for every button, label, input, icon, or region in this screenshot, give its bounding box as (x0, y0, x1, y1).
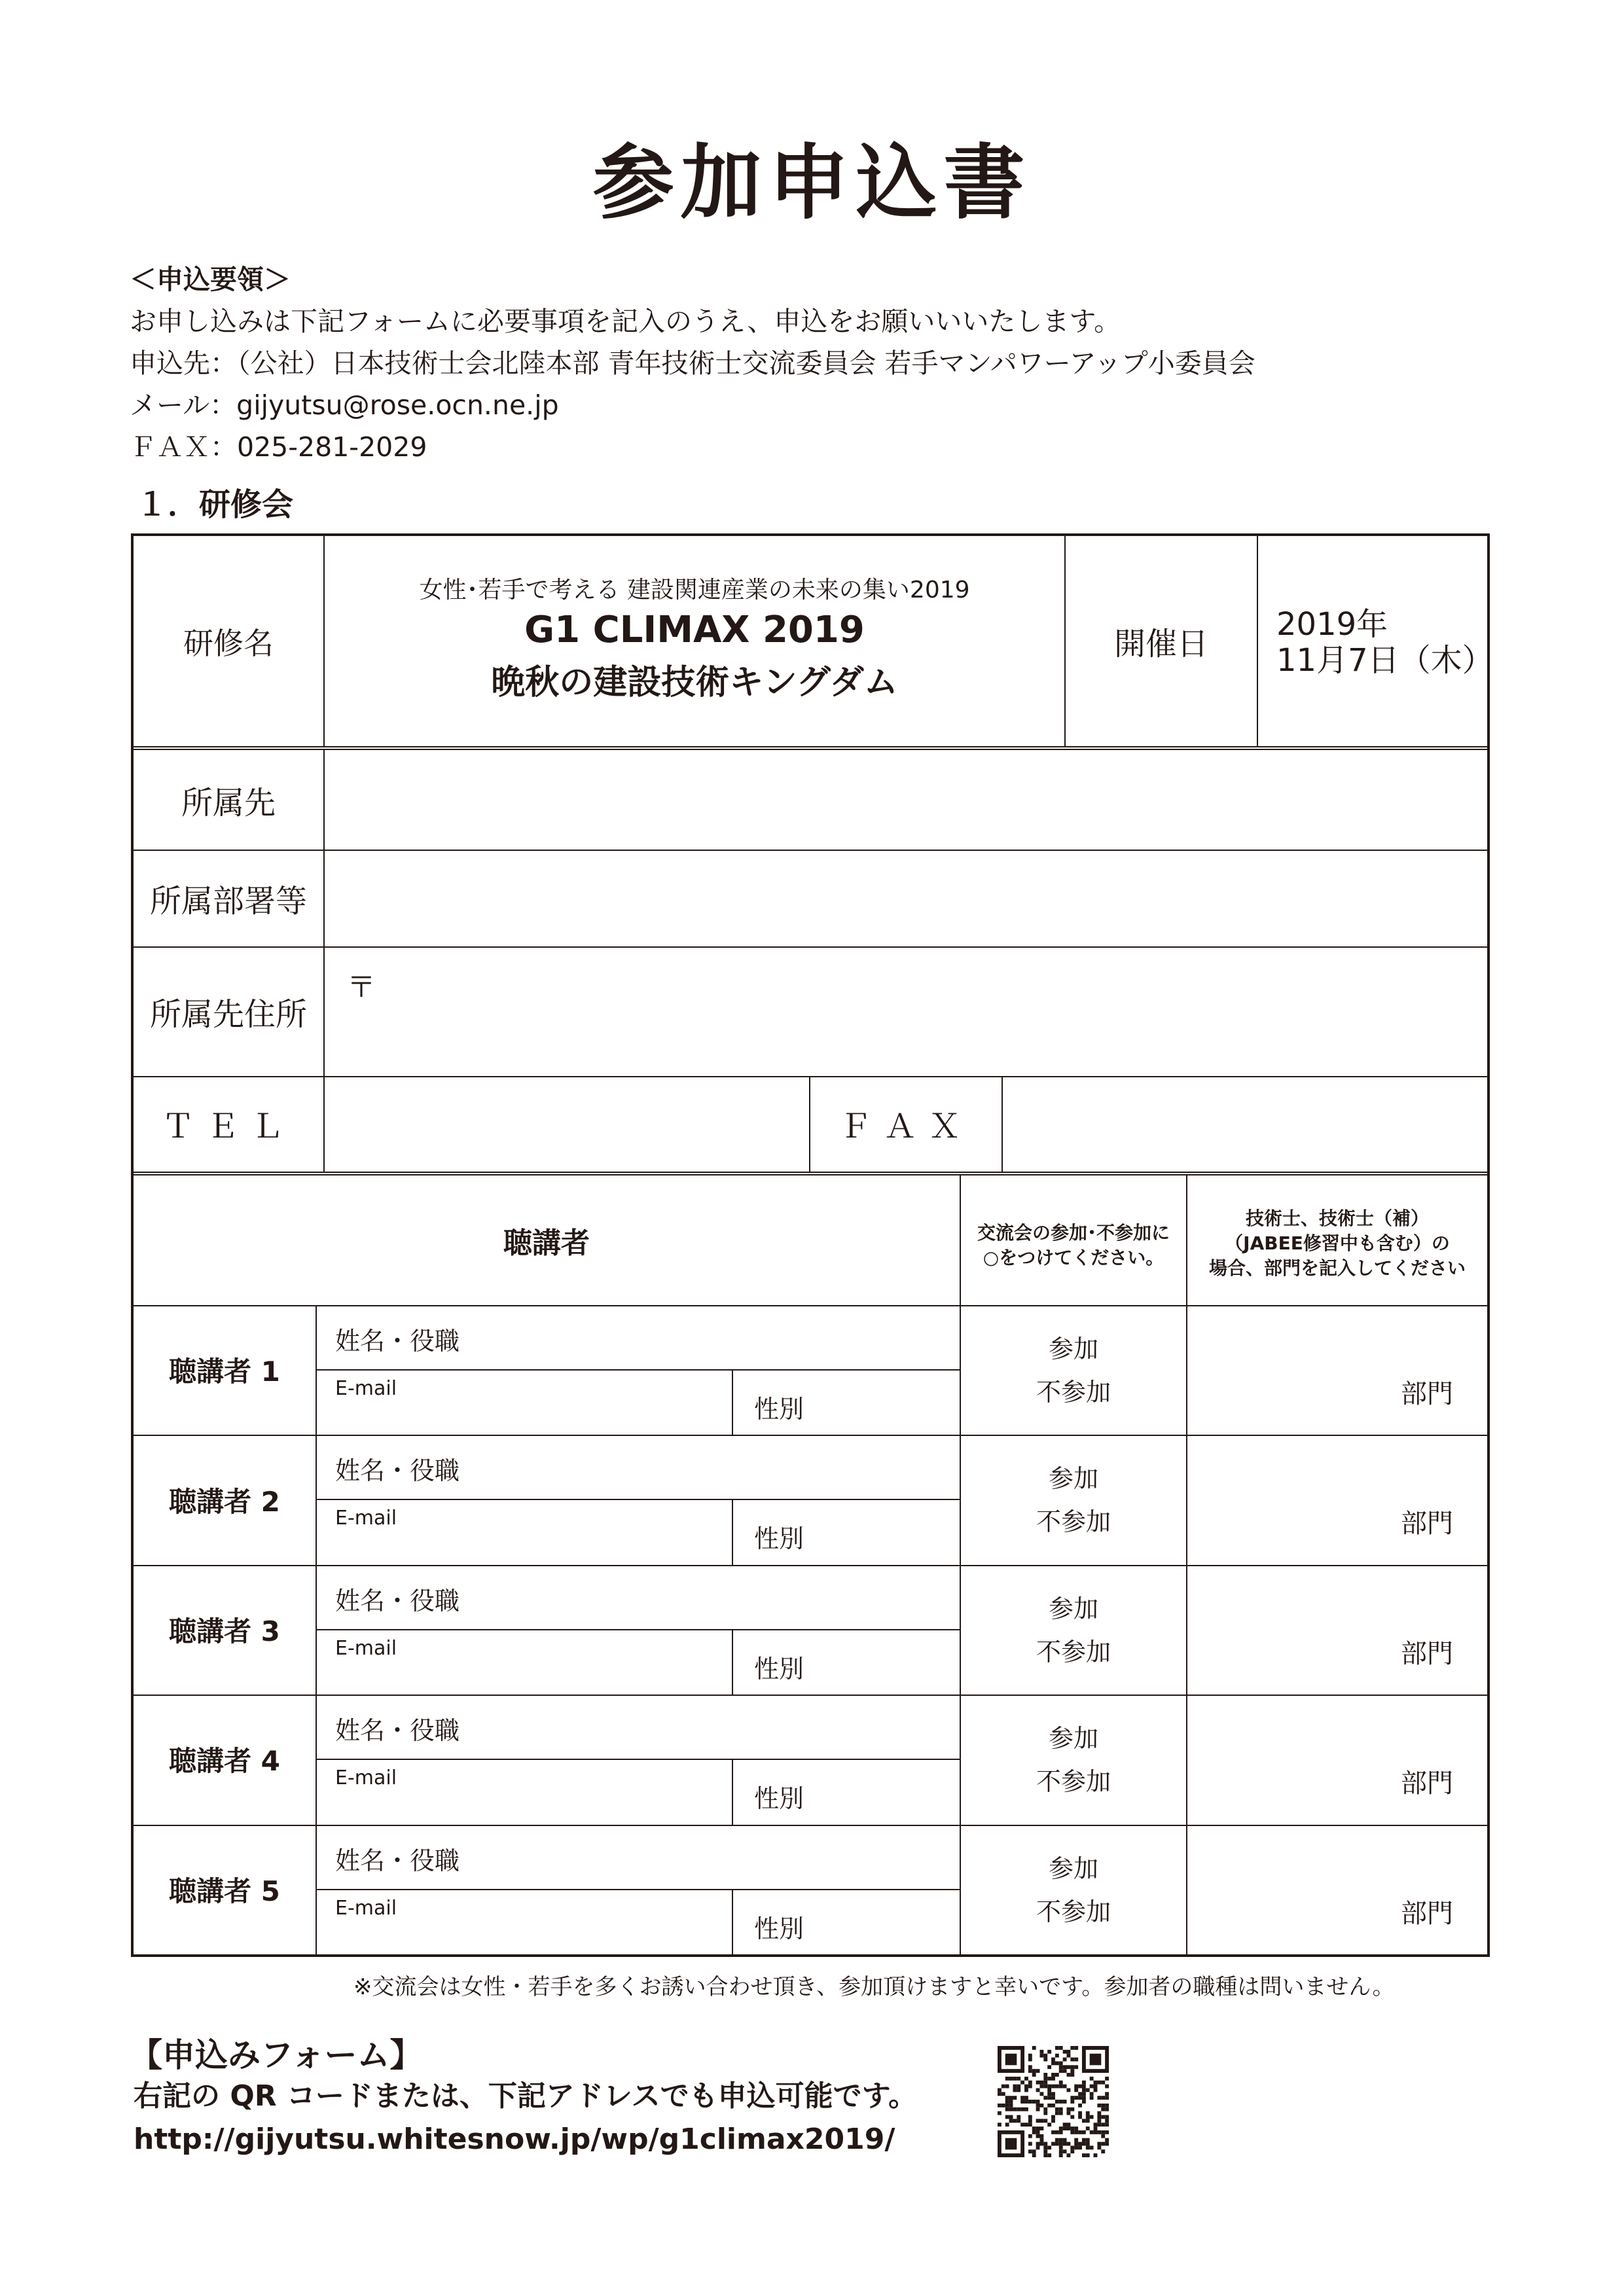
email-label: E-mail (335, 1896, 397, 1920)
gender-label: 性別 (754, 1654, 804, 1683)
attendee-label: 聴講者 5 (169, 1874, 280, 1907)
date-label: 開催日 (1113, 626, 1208, 662)
division-label: 部門 (1401, 1509, 1453, 1539)
email-label: E-mail (335, 1767, 397, 1790)
exchange-note: ※交流会は女性・若手を多くお誘い合わせ頂き、参加頂けますと幸いです。参加者の職種は問いません。 (353, 1974, 1395, 2000)
gender-label: 性別 (754, 1395, 804, 1424)
email-input[interactable] (317, 1890, 732, 1954)
email-label: E-mail (335, 1507, 397, 1530)
name-title-label: 姓名・役職 (335, 1846, 460, 1875)
gender-input[interactable] (733, 1630, 960, 1695)
engineer-header-line1: 技術士、技術士（補） (1245, 1208, 1429, 1229)
email-input[interactable] (317, 1371, 732, 1435)
application-form-url[interactable]: http://gijyutsu.whitesnow.jp/wp/g1climax2019/ (134, 2123, 895, 2156)
attend-option[interactable]: 参加 (1048, 1724, 1098, 1753)
name-title-input[interactable] (317, 1435, 960, 1499)
division-input[interactable] (1187, 1695, 1487, 1824)
department-input[interactable] (325, 851, 1487, 946)
division-input[interactable] (1187, 1825, 1487, 1954)
guide-heading: ＜申込要領＞ (130, 264, 291, 295)
attend-option[interactable]: 参加 (1048, 1854, 1098, 1883)
division-input[interactable] (1187, 1305, 1487, 1435)
division-label: 部門 (1401, 1768, 1453, 1799)
name-title-input[interactable] (317, 1695, 960, 1759)
not-attend-option[interactable]: 不参加 (1036, 1507, 1111, 1537)
guide-email[interactable]: メール：gijyutsu@rose.ocn.ne.jp (130, 389, 559, 421)
exchange-header-line1: 交流会の参加･不参加に (977, 1222, 1170, 1244)
application-form-description: 右記の QR コードまたは、下記アドレスでも申込可能です。 (134, 2079, 918, 2113)
name-title-label: 姓名・役職 (335, 1716, 460, 1746)
address-label: 所属先住所 (149, 996, 307, 1033)
engineer-header-line3: 場合、部門を記入してください (1208, 1257, 1466, 1279)
email-label: E-mail (335, 1636, 397, 1660)
engineer-header-line2: （JABEE修習中も含む）の (1225, 1232, 1450, 1254)
email-input[interactable] (317, 1630, 732, 1695)
gender-label: 性別 (754, 1524, 804, 1554)
attend-option[interactable]: 参加 (1048, 1464, 1098, 1494)
date-year: 2019年 (1276, 606, 1388, 643)
seminar-name-label: 研修名 (183, 625, 274, 661)
attendee-label: 聴講者 3 (169, 1615, 280, 1647)
not-attend-option[interactable]: 不参加 (1036, 1767, 1111, 1797)
division-label: 部門 (1401, 1898, 1453, 1929)
attendee-label: 聴講者 4 (169, 1745, 280, 1778)
application-guide (130, 259, 1255, 468)
affiliation-label: 所属先 (181, 784, 276, 821)
name-title-input[interactable] (317, 1565, 960, 1629)
not-attend-option[interactable]: 不参加 (1036, 1897, 1111, 1926)
not-attend-option[interactable]: 不参加 (1036, 1637, 1111, 1666)
gender-label: 性別 (754, 1914, 804, 1943)
fax-input[interactable] (1003, 1077, 1487, 1172)
email-input[interactable] (317, 1760, 732, 1824)
attendee-header: 聴講者 (503, 1227, 590, 1260)
guide-instructions: お申し込みは下記フォームに必要事項を記入のうえ、申込をお願いいいたします。 (130, 306, 1121, 337)
gender-input[interactable] (733, 1500, 960, 1564)
guide-destination: 申込先：（公社）日本技術士会北陸本部 青年技術士交流委員会 若手マンパワーアップ小委員会 (130, 348, 1255, 379)
application-form-text (134, 2075, 917, 2161)
seminar-theme: 晩秋の建設技術キングダム (491, 663, 898, 702)
division-input[interactable] (1187, 1435, 1487, 1564)
seminar-title: G1 CLIMAX 2019 (524, 609, 865, 651)
date-day: 11月7日（木） (1276, 642, 1494, 679)
tel-label: ＴＥＬ (162, 1107, 295, 1145)
name-title-input[interactable] (317, 1305, 960, 1369)
department-label: 所属部署等 (149, 882, 307, 920)
section-title-seminar: １．研修会 (136, 486, 294, 523)
guide-fax: ＦＡＸ：025-281-2029 (130, 431, 427, 463)
email-label: E-mail (335, 1377, 397, 1400)
attend-option[interactable]: 参加 (1048, 1335, 1098, 1363)
attendee-label: 聴講者 2 (169, 1485, 280, 1518)
exchange-header-line2: ○をつけてください。 (983, 1247, 1164, 1268)
not-attend-option[interactable]: 不参加 (1036, 1378, 1111, 1407)
gender-input[interactable] (733, 1890, 960, 1954)
division-input[interactable] (1187, 1565, 1487, 1695)
page-title: 参加申込書 (592, 136, 1032, 230)
gender-label: 性別 (754, 1784, 804, 1814)
address-input[interactable] (325, 948, 1487, 1076)
affiliation-input[interactable] (325, 750, 1487, 850)
email-input[interactable] (317, 1500, 732, 1564)
tel-input[interactable] (325, 1077, 809, 1172)
attendee-label: 聴講者 1 (169, 1355, 280, 1388)
gender-input[interactable] (733, 1760, 960, 1824)
fax-label: ＦＡＸ (839, 1107, 973, 1145)
division-label: 部門 (1401, 1379, 1453, 1409)
name-title-label: 姓名・役職 (335, 1456, 460, 1486)
qr-code-icon[interactable] (998, 2046, 1109, 2157)
application-form-title: 【申込みフォーム】 (130, 2036, 423, 2074)
gender-input[interactable] (733, 1371, 960, 1435)
seminar-subtitle: 女性･若手で考える 建設関連産業の未来の集い2019 (419, 577, 970, 603)
name-title-input[interactable] (317, 1825, 960, 1889)
postal-mark: 〒 (347, 971, 376, 1004)
division-label: 部門 (1401, 1638, 1453, 1669)
name-title-label: 姓名・役職 (335, 1586, 460, 1615)
name-title-label: 姓名・役職 (335, 1327, 460, 1355)
attend-option[interactable]: 参加 (1048, 1594, 1098, 1623)
